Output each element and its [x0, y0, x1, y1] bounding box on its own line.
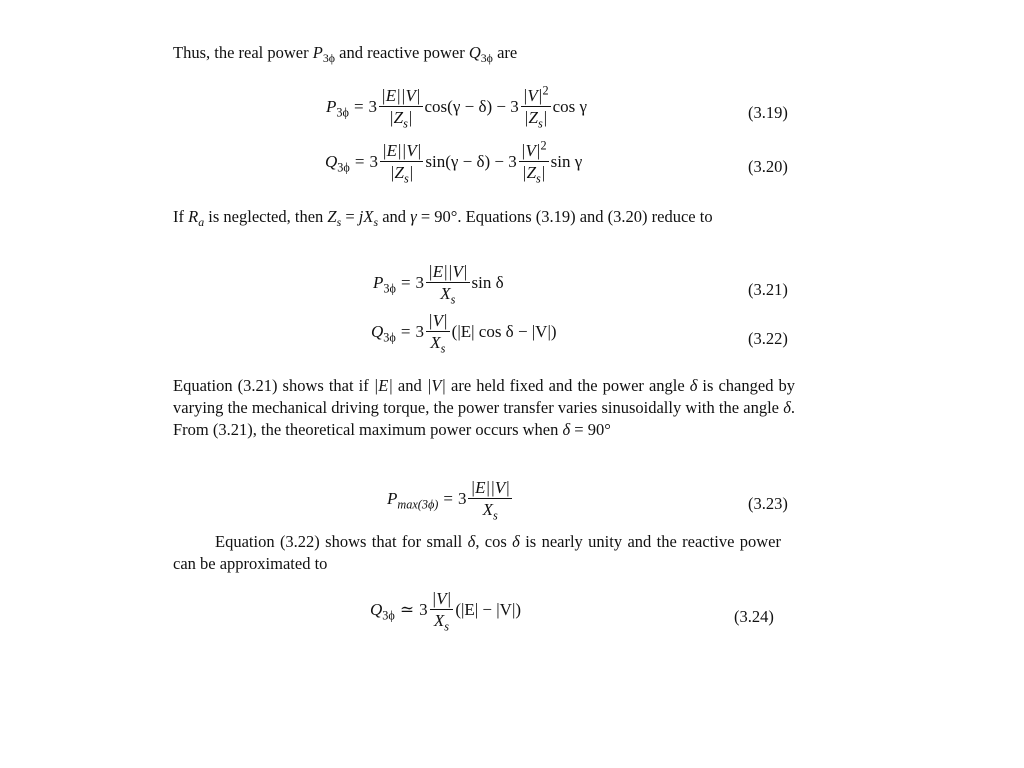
symbol-Q3phi: $Q_{3\phi}$: [468, 43, 493, 66]
fraction-EV-over-Xs: $\frac{|E||V|}{X_s}$: [470, 478, 510, 523]
equation-number-3-21: (3.21): [748, 280, 788, 299]
text: are: [492, 43, 518, 62]
equation-number-3-19: (3.19): [748, 103, 788, 122]
text: Thus, the real power: [173, 43, 313, 62]
eq322-discussion-paragraph: Equation (3.22) shows that for small δ, cos δ is nearly unity and the reactive power can be approximated to: [173, 532, 781, 573]
eq321-discussion-paragraph: Equation (3.21) shows that if |E| and |V| are held fixed and the power angle δ is changed by varying the mechanical driving torque, the power transfer varies sinusoidally with the angle δ. From (3.21), the theoretical maximum power occurs when δ = 90°: [173, 376, 795, 439]
text: and reactive power: [335, 43, 469, 62]
equation-3-23: $P_{max(3\phi)}$ = 3 $\frac{|E||V|}{X_s}$: [387, 478, 510, 523]
equation-number-3-23: (3.23): [748, 494, 788, 513]
fraction-EV-over-Xs: $\frac{|E||V|}{X_s}$: [428, 262, 468, 307]
equation-3-22: $Q_{3\phi}$ = 3 $\frac{|V|}{X_s}$ (|E| cos δ − |V|): [371, 311, 557, 356]
fraction-Vsq-over-Zs: $\frac{|V|^2}{|Z_s|}$: [520, 138, 547, 186]
equation-3-19: $P_{3\phi}$ = 3 $\frac{|E||V|}{|Z_s|}$ cos(γ − δ) − 3 $\frac{|V|^2}{|Z_s|}$ cos γ: [326, 83, 587, 131]
equation-number-3-20: (3.20): [748, 157, 788, 176]
neglect-paragraph: If $R_a$ is neglected, then $Z_s = jX_s$ and γ = 90°. Equations (3.19) and (3.20) reduce to: [173, 207, 713, 230]
symbol-P3phi: $P_{3\phi}$: [312, 43, 336, 66]
equation-3-24: $Q_{3\phi}$ ≃ 3 $\frac{|V|}{X_s}$ (|E| − |V|): [370, 589, 522, 634]
fraction-Vsq-over-Zs: $\frac{|V|^2}{|Z_s|}$: [522, 83, 549, 131]
fraction-V-over-Xs: $\frac{|V|}{X_s}$: [431, 589, 452, 634]
fraction-EV-over-Zs: $\frac{|E||V|}{|Z_s|}$: [381, 141, 422, 186]
equation-3-21: $P_{3\phi}$ = 3 $\frac{|E||V|}{X_s}$ sin δ: [373, 262, 504, 307]
intro-paragraph: [173, 42, 795, 64]
equation-3-20: $Q_{3\phi}$ = 3 $\frac{|E||V|}{|Z_s|}$ sin(γ − δ) − 3 $\frac{|V|^2}{|Z_s|}$ sin γ: [325, 138, 583, 186]
fraction-V-over-Xs: $\frac{|V|}{X_s}$: [427, 311, 448, 356]
fraction-EV-over-Zs: $\frac{|E||V|}{|Z_s|}$: [381, 86, 421, 131]
equation-number-3-24: (3.24): [734, 607, 774, 626]
equation-number-3-22: (3.22): [748, 329, 788, 348]
